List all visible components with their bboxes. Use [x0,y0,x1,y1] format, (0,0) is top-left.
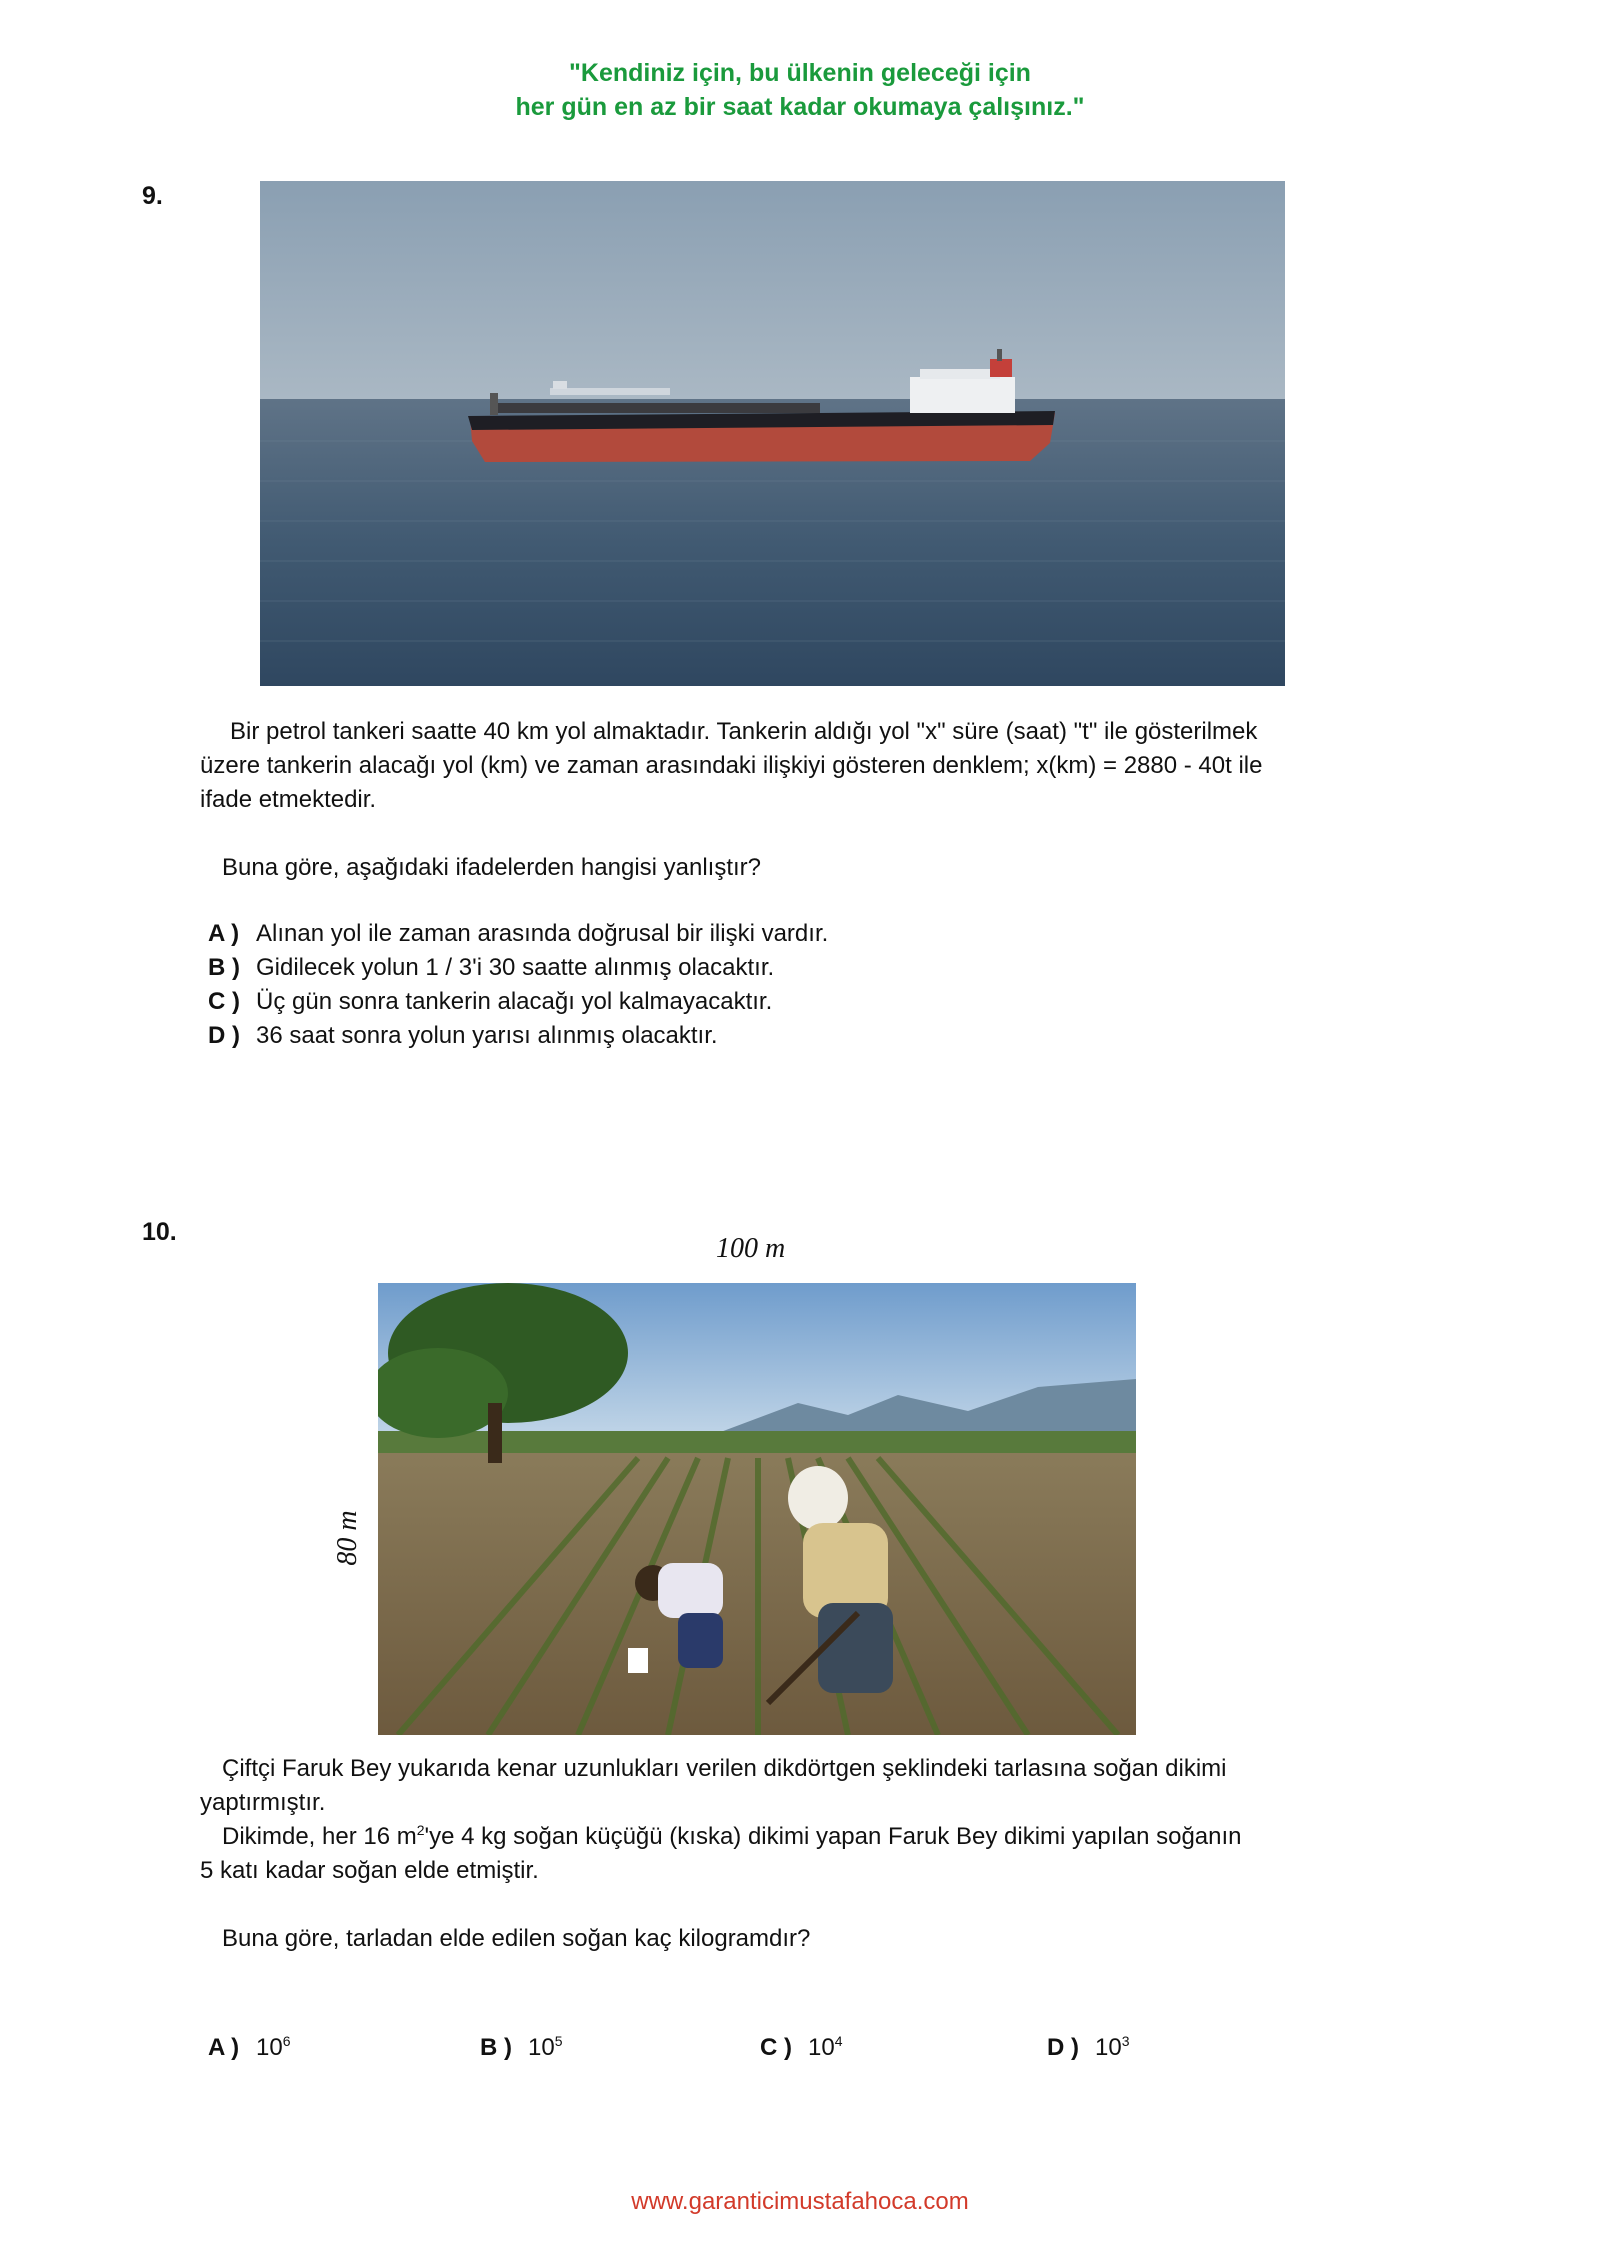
q9-option-b[interactable] [208,951,828,985]
option-letter: C ) [760,2034,792,2061]
q9-options [208,917,828,1053]
option-text: Gidilecek yolun 1 / 3'i 30 saatte alınmış olacaktır. [256,954,775,981]
q9-text-line-3: ifade etmektedir. [200,786,377,813]
q9-option-d[interactable] [208,1019,828,1053]
option-base: 10 [256,2034,283,2061]
footer-url[interactable]: www.garanticimustafahoca.com [631,2188,969,2215]
q10-text-line-3 [222,1820,1242,1854]
q10-option-a[interactable] [208,2031,291,2065]
q10-text-line-3-a: Dikimde, her 16 m [222,1823,417,1850]
option-exponent: 6 [282,2033,291,2049]
q9-question: Buna göre, aşağıdaki ifadelerden hangisi yanlıştır? [222,854,762,881]
q10-text-line-4: 5 katı kadar soğan elde etmiştir. [200,1857,539,1884]
motto-line-2: her gün en az bir saat kadar okumaya çalışınız." [515,93,1085,121]
tanker-photo [260,181,1285,686]
option-base: 10 [528,2034,555,2061]
option-text: Alınan yol ile zaman arasında doğrusal bir ilişki vardır. [256,920,829,947]
q9-text-line-1: Bir petrol tankeri saatte 40 km yol almaktadır. Tankerin aldığı yol "x" süre (saat) "t" ile gösterilmek [230,718,1258,745]
q10-text-line-3-b: 'ye 4 kg soğan küçüğü (kıska) dikimi yapan Faruk Bey dikimi yapılan soğanın [424,1823,1242,1850]
question-10-number: 10. [142,1218,177,1246]
option-letter: C ) [208,988,240,1015]
option-exponent: 5 [554,2033,563,2049]
q10-text-line-1: Çiftçi Faruk Bey yukarıda kenar uzunlukları verilen dikdörtgen şeklindeki tarlasına soğan dikimi [222,1755,1227,1782]
question-9-number: 9. [142,182,163,210]
q10-option-c[interactable] [760,2031,843,2065]
option-letter: B ) [480,2034,512,2061]
option-letter: A ) [208,920,240,947]
option-letter: A ) [208,2034,240,2061]
option-letter: B ) [208,954,240,981]
option-exponent: 3 [1121,2033,1130,2049]
q10-option-d[interactable] [1047,2031,1130,2065]
q10-option-b[interactable] [480,2031,563,2065]
option-text: 36 saat sonra yolun yarısı alınmış olacaktır. [256,1022,718,1049]
option-base: 10 [808,2034,835,2061]
option-letter: D ) [208,1022,240,1049]
option-letter: D ) [1047,2034,1079,2061]
field-height-label: 80 m [332,1510,363,1566]
q10-text-line-3-sup: 2 [416,1822,425,1838]
option-text: Üç gün sonra tankerin alacağı yol kalmayacaktır. [256,988,773,1015]
q10-question: Buna göre, tarladan elde edilen soğan kaç kilogramdır? [222,1925,811,1952]
option-base: 10 [1095,2034,1122,2061]
q10-text-line-2: yaptırmıştır. [200,1789,326,1816]
field-width-label: 100 m [716,1233,786,1264]
motto-header [0,56,1600,124]
option-exponent: 4 [834,2033,843,2049]
farm-field-photo [378,1283,1136,1735]
q9-option-c[interactable] [208,985,828,1019]
q9-option-a[interactable] [208,917,828,951]
q9-text-line-2: üzere tankerin alacağı yol (km) ve zaman arasındaki ilişkiyi gösteren denklem; x(km) = 2880 - 40t ile [200,752,1263,779]
motto-line-1: "Kendiniz için, bu ülkenin geleceği için [569,59,1031,87]
